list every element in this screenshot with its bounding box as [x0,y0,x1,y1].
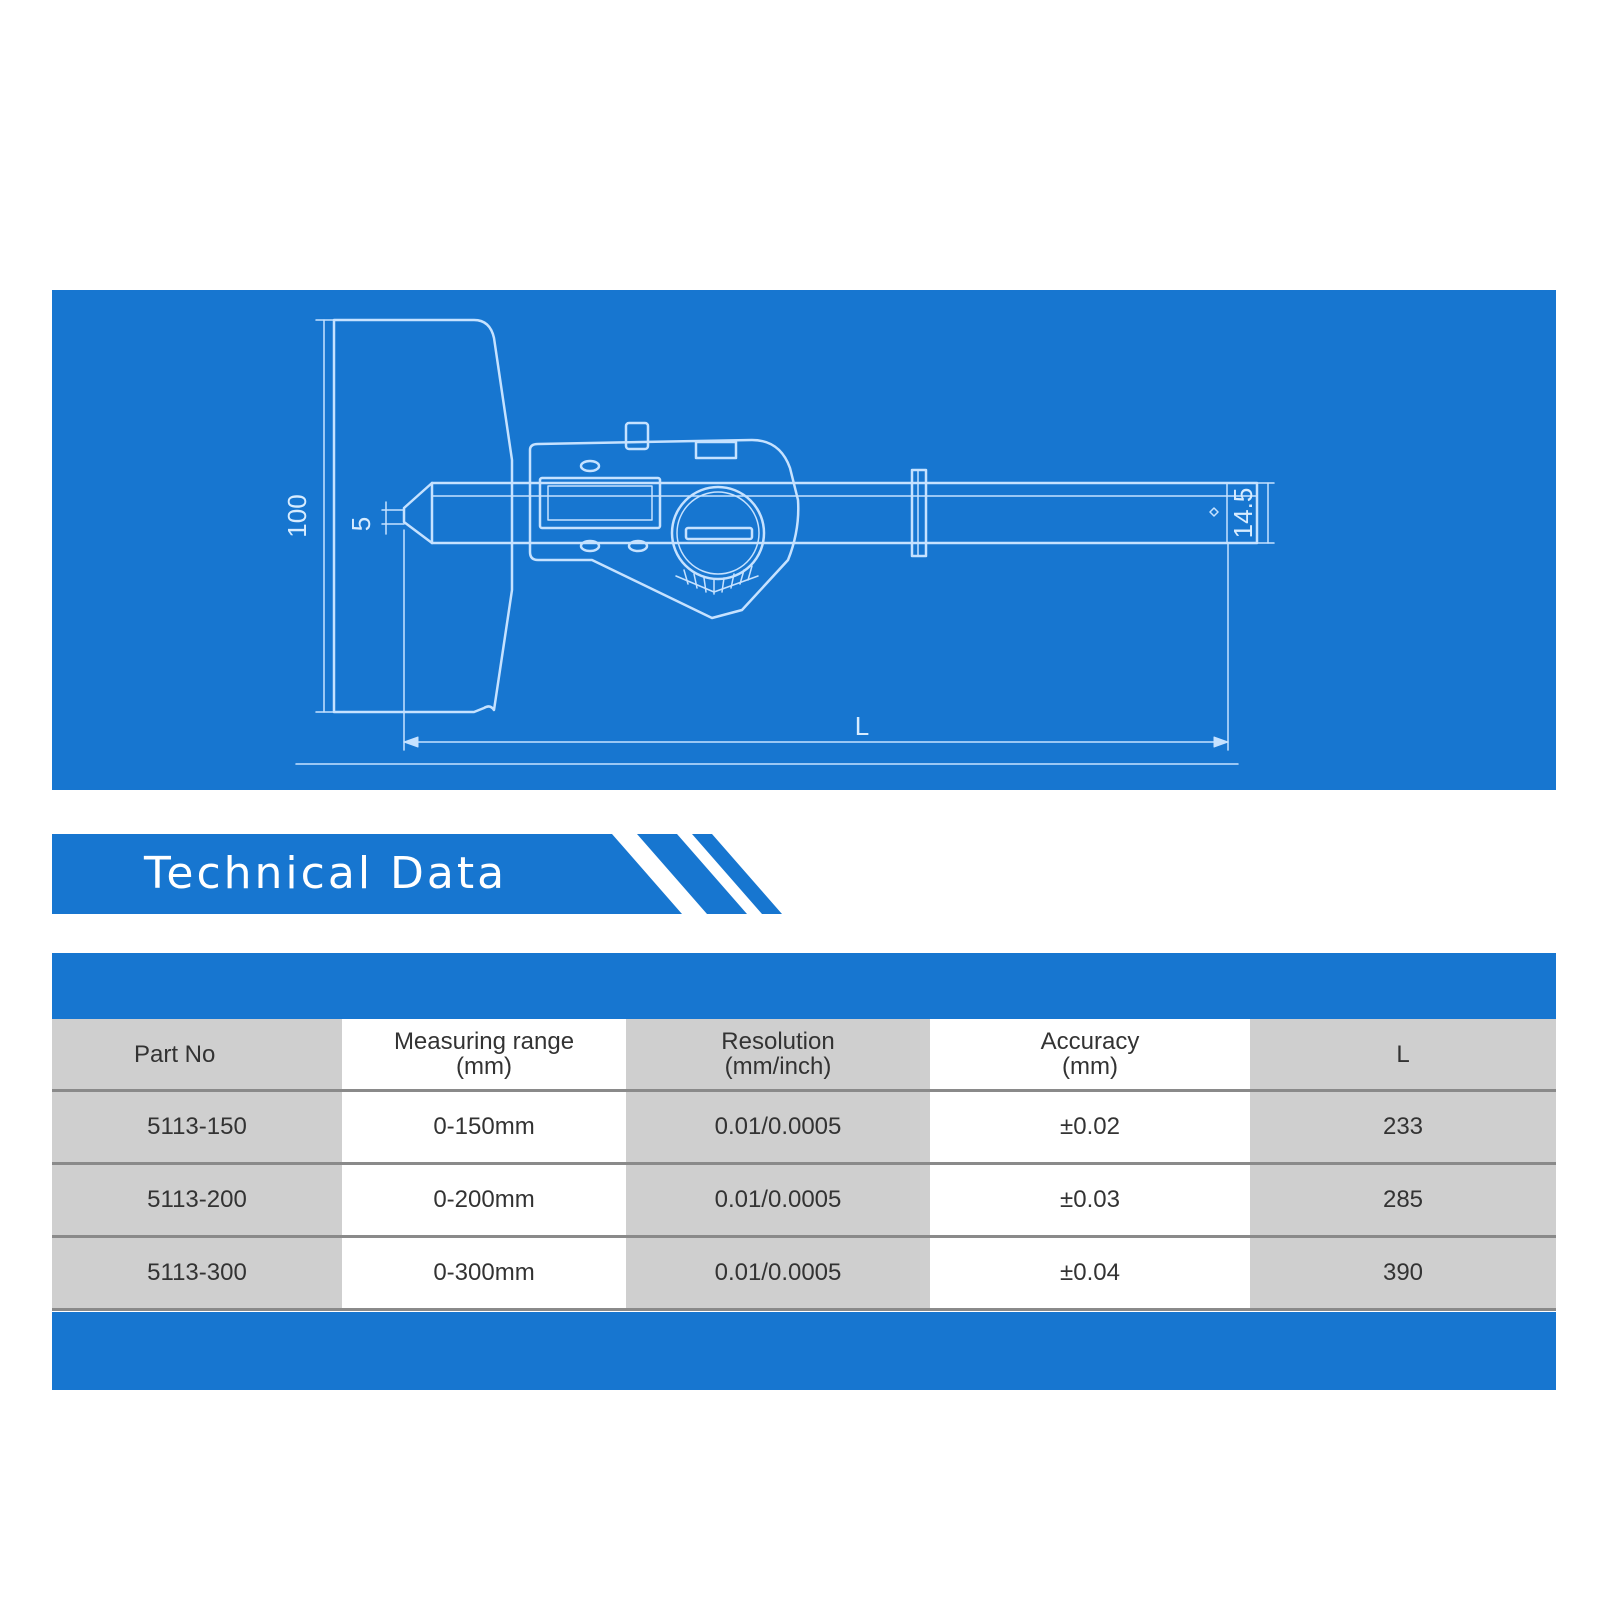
dim-label-hook: 5 [346,516,376,532]
header-accuracy-unit: (mm) [1062,1053,1118,1080]
table-header-band [52,953,1556,1019]
dim-label-beam-height: 14.5 [1228,487,1258,539]
table-row [52,1164,1556,1237]
header-measuring-range-unit: (mm) [456,1053,512,1080]
cell-length: 233 [1250,1091,1556,1164]
main-beam [432,483,1257,543]
header-resolution [626,1019,930,1091]
cell-part-no: 5113-200 [52,1164,342,1237]
table-footer-band [52,1312,1556,1390]
cell-measuring-range: 0-150mm [342,1091,626,1164]
top-button [626,423,648,449]
cell-length: 390 [1250,1237,1556,1310]
cell-accuracy: ±0.04 [930,1237,1250,1310]
table-row [52,1237,1556,1310]
wheel-slot [686,528,752,539]
dim-label-length: L [854,711,870,741]
depth-caliper-drawing [52,290,1556,790]
cell-measuring-range: 0-200mm [342,1164,626,1237]
header-accuracy [930,1019,1250,1091]
header-measuring-range-label: Measuring range [393,1028,575,1055]
cell-length: 285 [1250,1164,1556,1237]
caliper-diagram-panel [52,290,1556,790]
cell-part-no: 5113-300 [52,1237,342,1310]
body-button [581,461,599,471]
header-accuracy-label: Accuracy [1040,1028,1140,1055]
section-title: Technical Data [144,848,508,899]
table-header-row [52,1019,1556,1091]
technical-data-banner [52,834,782,914]
cell-resolution: 0.01/0.0005 [626,1091,930,1164]
header-resolution-label: Resolution [721,1028,835,1055]
header-length [1250,1019,1556,1091]
spec-table [52,1019,1556,1311]
cell-part-no: 5113-150 [52,1091,342,1164]
dim-label-depth: 100 [282,494,312,538]
header-part-no [52,1019,342,1091]
top-window [696,442,736,458]
header-measuring-range [342,1019,626,1091]
cell-accuracy: ±0.02 [930,1091,1250,1164]
header-part-no-label: Part No [134,1040,216,1068]
header-length-label: L [1396,1040,1410,1068]
cell-measuring-range: 0-300mm [342,1237,626,1310]
hook-tip [404,483,432,543]
cell-accuracy: ±0.03 [930,1164,1250,1237]
header-resolution-unit: (mm/inch) [724,1053,832,1080]
table-row [52,1091,1556,1164]
cell-resolution: 0.01/0.0005 [626,1237,930,1310]
depth-base-outline [334,320,512,712]
cell-resolution: 0.01/0.0005 [626,1164,930,1237]
